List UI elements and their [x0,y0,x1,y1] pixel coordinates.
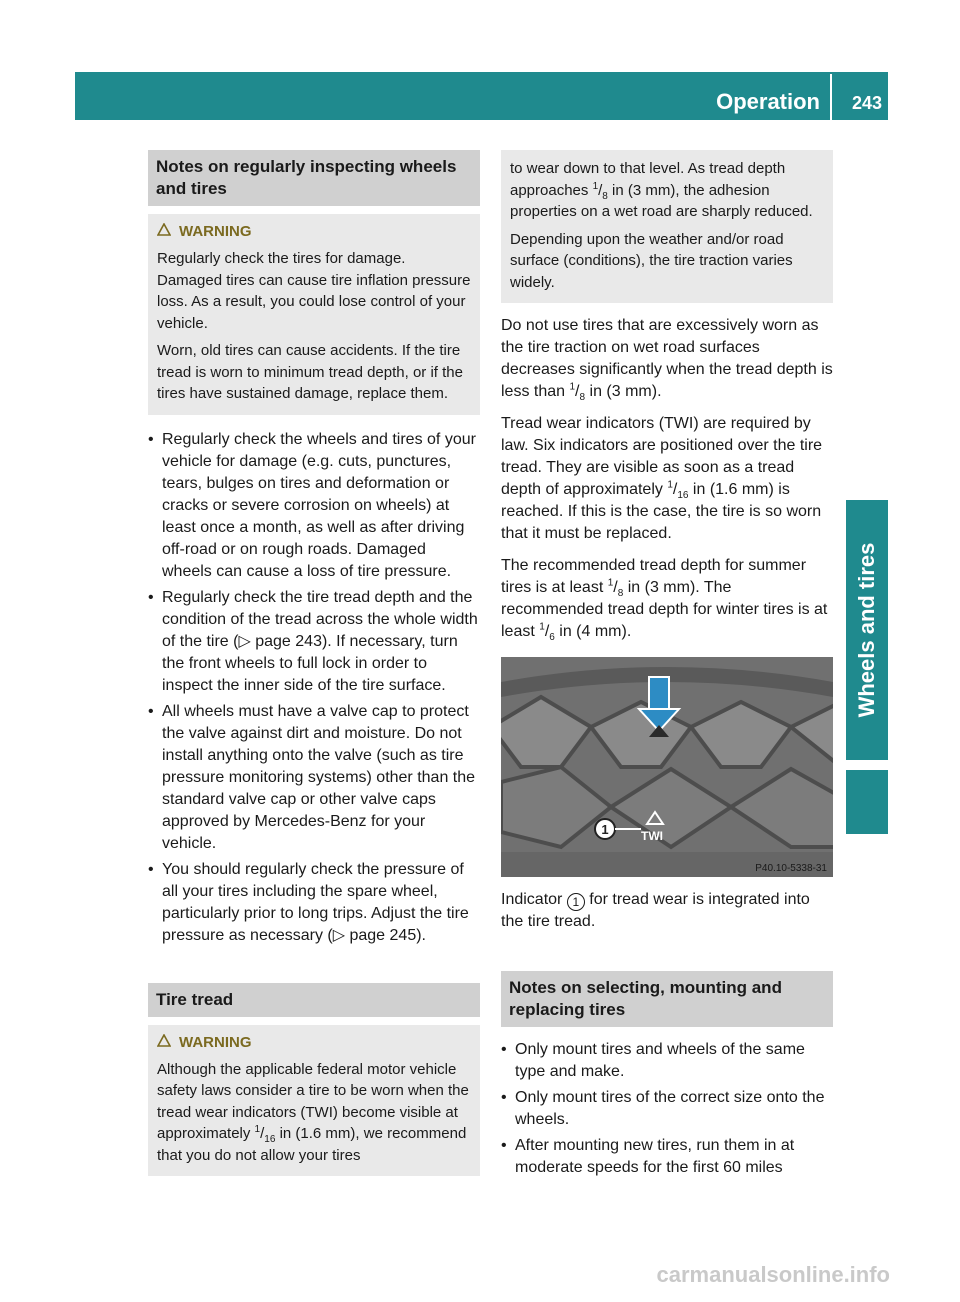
warning-box-continued [501,150,833,303]
warning-triangle-icon [157,1033,171,1053]
warning-text: Worn, old tires can cause accidents. If the tire tread is worn to minimum tread depth, or if the tires have sustained damage, replace them. [157,342,463,402]
chapter-side-tab-label: Wheels and tires [854,542,879,718]
list-item: • All wheels must have a valve cap to protect the valve against dirt and moisture. Do not install anything onto the valve (such as tire pressure monitoring systems) other than the standard valve cap or other valve caps approved by Mercedes-Benz for your vehicle. [148,701,480,855]
list-item: • You should regularly check the pressure of all your tires including the spare wheel, particularly prior to long trips. Adjust the tire pressure as necessary (▷ page 245). [148,859,480,947]
paragraph: Do not use tires that are excessively worn as the tire traction on wet road surfaces decreases significantly when the tread depth is less than $^1/_8$ in (3 mm). [501,317,833,404]
paragraph: The recommended tread depth for summer tires is at least $^1/_8$ in (3 mm). The recommended tread depth for winter tires is at least $^1/_6$ in (4 mm). [501,557,828,644]
left-column [148,150,480,1176]
warning-triangle-icon [157,222,171,242]
site-watermark: carmanualsonline.info [656,1262,890,1287]
list-item: • Only mount tires of the correct size onto the wheels. [501,1087,833,1131]
tire-selection-list [501,1039,833,1179]
list-item: • Regularly check the wheels and tires of your vehicle for damage (e.g. cuts, punctures, tears, bulges on tires and deformation or cracks or severe corrosion on wheels) at least once a month, as well as after driving off-road or on rough roads. Damaged wheels can cause a loss of tire pressure. [148,429,480,583]
header-section-title: Operation [716,89,820,114]
warning-text: Depending upon the weather and/or road surface (conditions), the tire traction varies widely. [510,230,793,291]
header-bar [75,72,888,120]
list-item: • Regularly check the tire tread depth and the condition of the tread across the whole width of the tire (▷ page 243). If necessary, turn the front wheels to full lock in order to inspect the inner side of the tire surface. [148,587,480,697]
paragraph: Tread wear indicators (TWI) are required by law. Six indicators are positioned over the tire tread. They are visible as soon as a tread depth of approximately $^1/_{16}$ in (1.6 mm) is reached. If this is the case, the tire is so worn that it must be replaced. [501,415,823,542]
image-reference-code: P40.10-5338-31 [755,863,827,874]
warning-title: WARNING [179,1033,252,1051]
list-item: • Only mount tires and wheels of the same type and make. [501,1039,833,1083]
warning-text: Although the applicable federal motor vehicle safety laws consider a tire to be worn when the tread wear indicators (TWI) become visible at approximately $^1/_{16}$ in (1.6 mm), we recommend that you do not allow your tires [157,1060,469,1164]
section-heading-inspecting: Notes on regularly inspecting wheels and tires [148,150,480,206]
inspection-list [148,429,480,947]
section-heading-selecting-tires: Notes on selecting, mounting and replacing tires [501,971,833,1027]
chapter-side-tab [846,500,888,760]
image-twi-label: TWI [641,829,663,843]
header-separator [830,74,832,120]
image-callout-number: 1 [601,822,609,837]
right-column [501,150,833,1183]
tire-tread-photo [501,657,833,877]
warning-title: WARNING [179,223,252,240]
warning-box-inspecting [148,214,480,415]
warning-text: to wear down to that level. As tread depth approaches $^1/_8$ in (3 mm), the adhesion properties on a wet road are sharply reduced. [510,160,813,220]
callout-number-icon: 1 [567,893,585,911]
side-tab-marker [846,770,888,834]
warning-box-tread [148,1025,480,1177]
image-caption: Indicator 1 for tread wear is integrated into the tire tread. [501,891,810,930]
section-heading-tire-tread: Tire tread [148,983,480,1017]
list-item: • After mounting new tires, run them in at moderate speeds for the first 60 miles [501,1135,833,1179]
warning-text: Regularly check the tires for damage. Damaged tires can cause tire inflation pressure loss. As a result, you could lose control of your vehicle. [157,250,471,332]
page-number: 243 [851,93,882,113]
